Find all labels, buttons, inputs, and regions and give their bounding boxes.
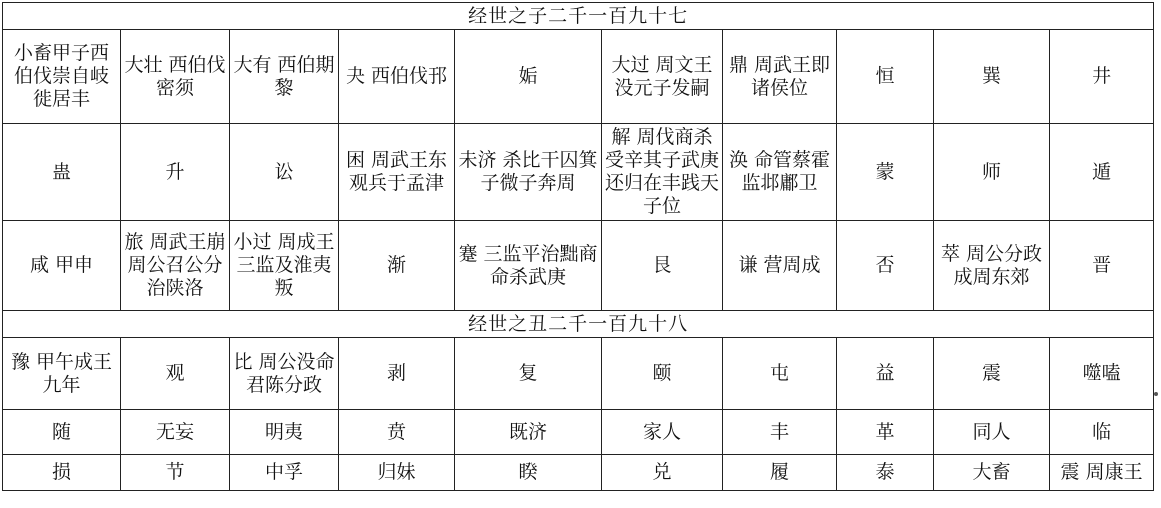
table-row xyxy=(3,30,1154,124)
table-cell: 艮 xyxy=(602,221,723,311)
stray-dot xyxy=(1154,392,1158,396)
table-cell: 升 xyxy=(121,124,230,221)
table-cell: 解 周伐商杀受辛其子武庚还归在丰践天子位 xyxy=(602,124,723,221)
table-cell: 大有 西伯期黎 xyxy=(230,30,339,124)
table-cell: 大过 周文王没元子发嗣 xyxy=(602,30,723,124)
table-cell: 归妹 xyxy=(339,455,455,491)
table-cell: 涣 命管蔡霍监邶鄘卫 xyxy=(723,124,837,221)
table-row xyxy=(3,221,1154,311)
table-cell: 泰 xyxy=(837,455,934,491)
table-cell: 屯 xyxy=(723,338,837,410)
table-cell: 巽 xyxy=(934,30,1050,124)
section-title-row xyxy=(3,3,1154,30)
hexagram-chronology-table xyxy=(2,2,1154,491)
table-cell: 恒 xyxy=(837,30,934,124)
section-title: 经世之丑二千一百九十八 xyxy=(3,311,1154,338)
table-cell: 兑 xyxy=(602,455,723,491)
table-cell: 震 周康王 xyxy=(1050,455,1154,491)
table-cell: 小过 周成王三监及淮夷叛 xyxy=(230,221,339,311)
table-cell: 讼 xyxy=(230,124,339,221)
table-cell: 无妄 xyxy=(121,410,230,455)
table-cell: 复 xyxy=(455,338,602,410)
table-cell: 蹇 三监平治黜商命杀武庚 xyxy=(455,221,602,311)
table-cell: 噬嗑 xyxy=(1050,338,1154,410)
table-cell: 谦 营周成 xyxy=(723,221,837,311)
table-cell: 大壮 西伯伐密须 xyxy=(121,30,230,124)
table-cell: 家人 xyxy=(602,410,723,455)
table-cell: 益 xyxy=(837,338,934,410)
table-cell: 贲 xyxy=(339,410,455,455)
table-row xyxy=(3,455,1154,491)
table-cell: 观 xyxy=(121,338,230,410)
table-cell: 蛊 xyxy=(3,124,121,221)
table-cell: 履 xyxy=(723,455,837,491)
table-cell: 随 xyxy=(3,410,121,455)
table-cell: 师 xyxy=(934,124,1050,221)
table-cell: 困 周武王东观兵于孟津 xyxy=(339,124,455,221)
table-cell: 鼎 周武王即诸侯位 xyxy=(723,30,837,124)
table-cell: 遁 xyxy=(1050,124,1154,221)
table-cell: 比 周公没命君陈分政 xyxy=(230,338,339,410)
table-cell: 豫 甲午成王九年 xyxy=(3,338,121,410)
table-cell: 睽 xyxy=(455,455,602,491)
table-cell: 既济 xyxy=(455,410,602,455)
table-cell: 明夷 xyxy=(230,410,339,455)
table-cell: 姤 xyxy=(455,30,602,124)
table-cell: 旅 周武王崩周公召公分治陕洛 xyxy=(121,221,230,311)
table-cell: 颐 xyxy=(602,338,723,410)
table-cell: 震 xyxy=(934,338,1050,410)
table-cell: 井 xyxy=(1050,30,1154,124)
table-cell: 损 xyxy=(3,455,121,491)
table-row xyxy=(3,124,1154,221)
table-cell: 临 xyxy=(1050,410,1154,455)
table-cell: 萃 周公分政成周东郊 xyxy=(934,221,1050,311)
table-cell: 节 xyxy=(121,455,230,491)
table-cell: 剥 xyxy=(339,338,455,410)
table-row xyxy=(3,338,1154,410)
table-cell: 大畜 xyxy=(934,455,1050,491)
table-cell: 革 xyxy=(837,410,934,455)
table-cell: 未济 杀比干囚箕子微子奔周 xyxy=(455,124,602,221)
table-row xyxy=(3,410,1154,455)
table-cell: 夬 西伯伐邘 xyxy=(339,30,455,124)
table-cell: 否 xyxy=(837,221,934,311)
section-title: 经世之子二千一百九十七 xyxy=(3,3,1154,30)
table-cell: 渐 xyxy=(339,221,455,311)
table-cell: 晋 xyxy=(1050,221,1154,311)
table-cell: 小畜甲子西伯伐崇自岐徙居丰 xyxy=(3,30,121,124)
table-cell: 同人 xyxy=(934,410,1050,455)
table-cell: 蒙 xyxy=(837,124,934,221)
table-cell: 丰 xyxy=(723,410,837,455)
table-cell: 中孚 xyxy=(230,455,339,491)
section-title-row xyxy=(3,311,1154,338)
table-cell: 咸 甲申 xyxy=(3,221,121,311)
